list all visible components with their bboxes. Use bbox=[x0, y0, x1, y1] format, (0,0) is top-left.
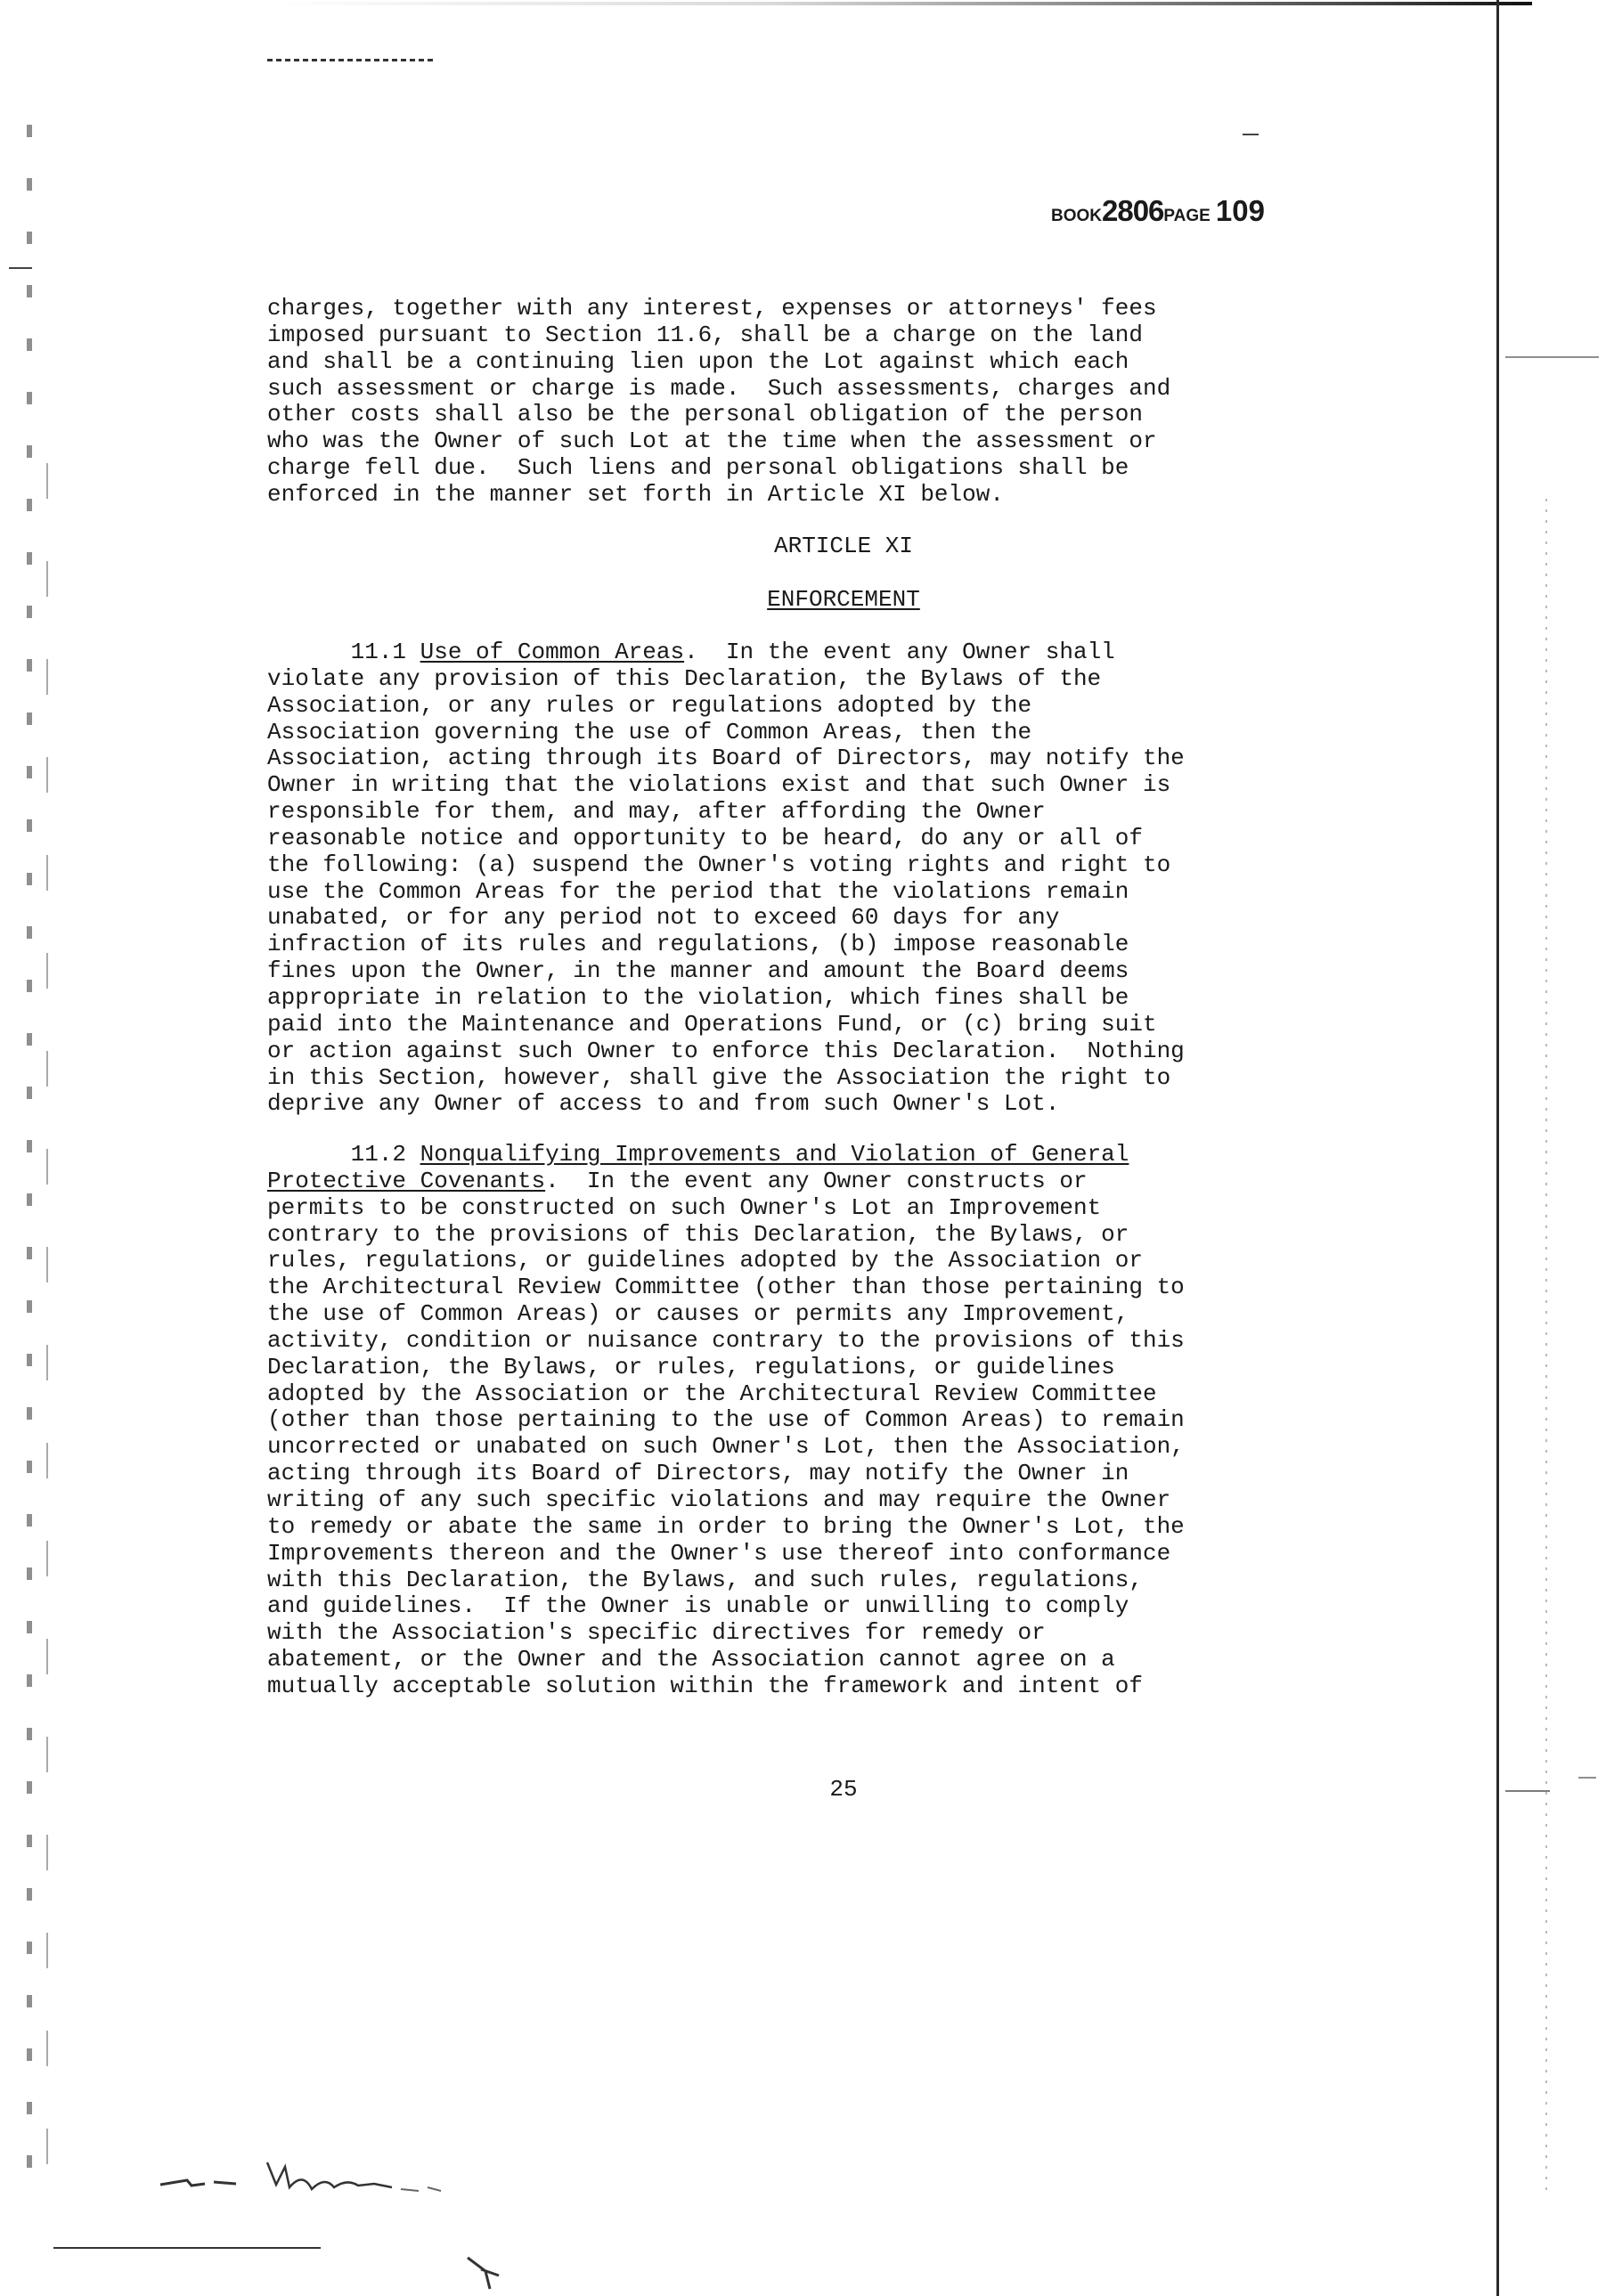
section-11-1-line: deprive any Owner of access to and from such Owner's Lot. bbox=[267, 1090, 1060, 1118]
section-11-2-line: activity, condition or nuisance contrary to the provisions of this bbox=[267, 1326, 1185, 1354]
section-11-2-line: mutually acceptable solution within the framework and intent of bbox=[267, 1672, 1143, 1699]
scan-margin-dashes-left-inner bbox=[46, 463, 48, 2200]
section-11-1-line: responsible for them, and may, after affording the Owner bbox=[267, 798, 1046, 826]
section-11-1-line: the following: (a) suspend the Owner's voting rights and right to bbox=[267, 851, 1171, 878]
book-label: BOOK bbox=[1051, 207, 1102, 225]
section-11-2-title-line2: Protective Covenants bbox=[267, 1167, 546, 1194]
scan-margin-tick bbox=[9, 267, 32, 269]
section-11-1-line: in this Section, however, shall give the Association the right to bbox=[267, 1063, 1171, 1091]
handwritten-scribble-icon bbox=[151, 2145, 472, 2207]
section-11-1-number: 11.1 bbox=[350, 639, 420, 665]
section-11-1-body bbox=[267, 666, 1345, 1118]
section-11-1-line: appropriate in relation to the violation, which fines shall be bbox=[267, 983, 1129, 1011]
section-11-2-line: acting through its Board of Directors, may notify the Owner in bbox=[267, 1460, 1129, 1487]
section-11-2-line: to remedy or abate the same in order to bring the Owner's Lot, the bbox=[267, 1512, 1185, 1540]
book-number: 2806 bbox=[1102, 194, 1164, 227]
intro-paragraph-line: who was the Owner of such Lot at the time when the assessment or bbox=[267, 427, 1157, 455]
section-11-1-line: Association, or any rules or regulations adopted by the bbox=[267, 691, 1032, 719]
section-11-2-line: Improvements thereon and the Owner's use thereof into conformance bbox=[267, 1539, 1171, 1567]
section-11-2-line: Declaration, the Bylaws, or rules, regulations, or guidelines bbox=[267, 1353, 1115, 1380]
scan-bottom-rule bbox=[53, 2247, 321, 2249]
intro-paragraph-line: enforced in the manner set forth in Article XI below. bbox=[267, 480, 1004, 508]
intro-paragraph bbox=[267, 296, 1345, 509]
intro-paragraph-line: imposed pursuant to Section 11.6, shall be a charge on the land bbox=[267, 321, 1143, 348]
section-11-2-second-line bbox=[267, 1168, 1345, 1195]
section-11-2-line: permits to be constructed on such Owner's Lot an Improvement bbox=[267, 1193, 1102, 1221]
section-11-1-line: or action against such Owner to enforce this Declaration. Nothing bbox=[267, 1037, 1185, 1064]
section-11-2-second-line-text: . In the event any Owner constructs or bbox=[545, 1167, 1088, 1194]
scan-top-dash bbox=[267, 59, 436, 61]
intro-paragraph-line: charge fell due. Such liens and personal obligations shall be bbox=[267, 454, 1129, 482]
scan-smudge-icon bbox=[463, 2253, 517, 2296]
intro-paragraph-line: charges, together with any interest, expenses or attorneys' fees bbox=[267, 295, 1157, 322]
section-11-2-line: adopted by the Association or the Architectural Review Committee bbox=[267, 1380, 1157, 1407]
section-11-2-line: abatement, or the Owner and the Association cannot agree on a bbox=[267, 1646, 1115, 1673]
scan-margin-dashes-left bbox=[27, 125, 32, 2173]
scan-margin-tick bbox=[1505, 356, 1599, 358]
section-11-2-line: uncorrected or unabated on such Owner's Lot, then the Association, bbox=[267, 1433, 1185, 1461]
section-11-2-line: writing of any such specific violations and may require the Owner bbox=[267, 1486, 1171, 1513]
section-11-2-number: 11.2 bbox=[350, 1141, 420, 1168]
scan-edge-top bbox=[267, 2, 1532, 5]
section-11-1-first-line bbox=[267, 639, 1345, 666]
recording-page-number: 109 bbox=[1215, 194, 1265, 227]
article-title-text: ENFORCEMENT bbox=[767, 586, 920, 613]
section-11-1 bbox=[267, 639, 1345, 1118]
book-page-stamp bbox=[1051, 194, 1318, 233]
section-11-1-line: fines upon the Owner, in the manner and amount the Board deems bbox=[267, 957, 1129, 985]
section-11-1-line: infraction of its rules and regulations, (b) impose reasonable bbox=[267, 931, 1129, 958]
intro-paragraph-line: other costs shall also be the personal obligation of the person bbox=[267, 401, 1143, 428]
intro-paragraph-line: and shall be a continuing lien upon the Lot against which each bbox=[267, 347, 1129, 375]
intro-paragraph-line: such assessment or charge is made. Such assessments, charges and bbox=[267, 374, 1171, 402]
scan-margin-tick bbox=[1243, 134, 1259, 135]
section-11-1-line: Association governing the use of Common Areas, then the bbox=[267, 718, 1032, 745]
section-11-1-line: unabated, or for any period not to exceed 60 days for any bbox=[267, 904, 1060, 932]
page-number: 25 bbox=[829, 1776, 858, 1803]
section-11-2-line: the use of Common Areas) or causes or permits any Improvement, bbox=[267, 1300, 1129, 1328]
section-11-2-line: and guidelines. If the Owner is unable or unwilling to comply bbox=[267, 1592, 1129, 1620]
section-11-2-title-line1: Nonqualifying Improvements and Violation of General bbox=[420, 1141, 1129, 1168]
article-title bbox=[0, 586, 1614, 613]
section-11-2-line: rules, regulations, or guidelines adopted by the Association or bbox=[267, 1247, 1143, 1274]
section-11-1-line: paid into the Maintenance and Operations Fund, or (c) bring suit bbox=[267, 1010, 1157, 1038]
section-11-1-line: Association, acting through its Board of Directors, may notify the bbox=[267, 745, 1185, 772]
section-11-1-line: reasonable notice and opportunity to be heard, do any or all of bbox=[267, 824, 1143, 851]
section-11-1-line: violate any provision of this Declaration, the Bylaws of the bbox=[267, 664, 1102, 692]
page-label: PAGE bbox=[1163, 207, 1210, 225]
scan-edge-right bbox=[1496, 0, 1499, 2296]
section-11-2-first-line bbox=[267, 1142, 1345, 1168]
section-11-2 bbox=[267, 1142, 1345, 1700]
section-11-2-line: (other than those pertaining to the use of Common Areas) to remain bbox=[267, 1406, 1185, 1434]
section-11-1-line: use the Common Areas for the period that the violations remain bbox=[267, 877, 1129, 905]
section-11-2-body bbox=[267, 1195, 1345, 1700]
article-number: ARTICLE XI bbox=[773, 533, 914, 559]
scan-margin-dashes-right bbox=[1545, 499, 1547, 2191]
section-11-2-line: with the Association's specific directives for remedy or bbox=[267, 1619, 1046, 1647]
section-11-2-line: contrary to the provisions of this Declaration, the Bylaws, or bbox=[267, 1220, 1129, 1248]
section-11-2-line: with this Declaration, the Bylaws, and such rules, regulations, bbox=[267, 1566, 1143, 1593]
section-11-1-first-line-text: . In the event any Owner shall bbox=[684, 639, 1115, 665]
section-11-2-line: the Architectural Review Committee (other than those pertaining to bbox=[267, 1274, 1185, 1301]
section-11-1-line: Owner in writing that the violations exist and that such Owner is bbox=[267, 771, 1171, 799]
section-11-1-title: Use of Common Areas bbox=[420, 639, 685, 665]
